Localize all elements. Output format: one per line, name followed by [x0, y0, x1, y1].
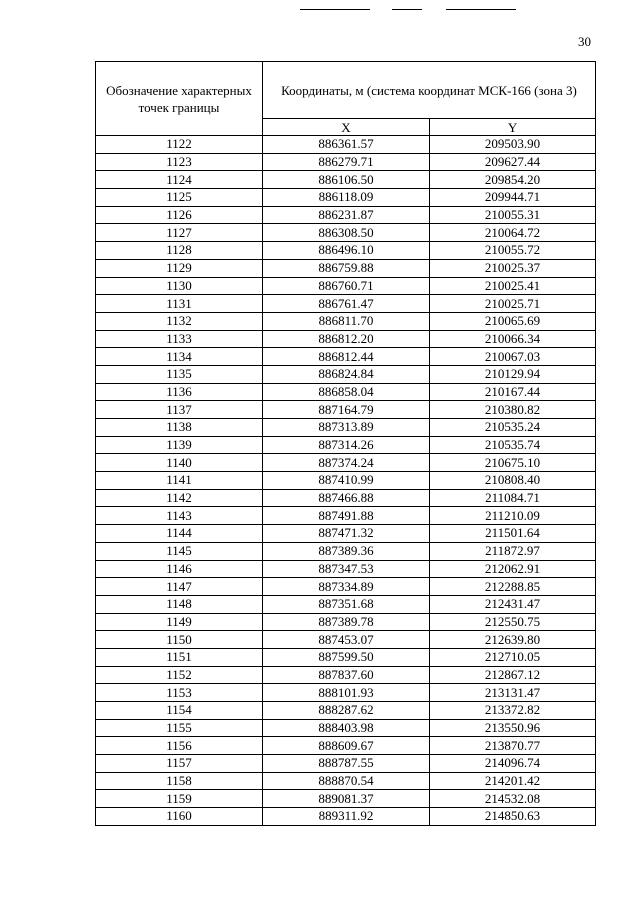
- x-coordinate-cell: 886496.10: [263, 242, 430, 260]
- table-row: [96, 136, 596, 154]
- y-coordinate-cell: 210167.44: [430, 383, 596, 401]
- x-coordinate-cell: 886760.71: [263, 277, 430, 295]
- table-row: [96, 737, 596, 755]
- table-row: [96, 171, 596, 189]
- point-id-cell: 1147: [96, 578, 263, 596]
- point-id-cell: 1131: [96, 295, 263, 313]
- table-row: [96, 365, 596, 383]
- table-row: [96, 542, 596, 560]
- table-body: [96, 136, 596, 826]
- point-id-cell: 1122: [96, 136, 263, 154]
- x-coordinate-cell: 887471.32: [263, 525, 430, 543]
- x-coordinate-cell: 888609.67: [263, 737, 430, 755]
- table-row: [96, 648, 596, 666]
- y-coordinate-cell: 211501.64: [430, 525, 596, 543]
- y-coordinate-cell: 211872.97: [430, 542, 596, 560]
- point-id-cell: 1129: [96, 259, 263, 277]
- y-coordinate-cell: 211210.09: [430, 507, 596, 525]
- header-y: Y: [430, 119, 596, 136]
- x-coordinate-cell: 887334.89: [263, 578, 430, 596]
- y-coordinate-cell: 212710.05: [430, 648, 596, 666]
- table-row: [96, 206, 596, 224]
- x-coordinate-cell: 886812.44: [263, 348, 430, 366]
- y-coordinate-cell: 210065.69: [430, 312, 596, 330]
- y-coordinate-cell: 209944.71: [430, 189, 596, 207]
- y-coordinate-cell: 209854.20: [430, 171, 596, 189]
- point-id-cell: 1125: [96, 189, 263, 207]
- table-row: [96, 560, 596, 578]
- point-id-cell: 1160: [96, 808, 263, 826]
- y-coordinate-cell: 210025.41: [430, 277, 596, 295]
- x-coordinate-cell: 887410.99: [263, 472, 430, 490]
- y-coordinate-cell: 212288.85: [430, 578, 596, 596]
- x-coordinate-cell: 887374.24: [263, 454, 430, 472]
- table-row: [96, 507, 596, 525]
- point-id-cell: 1132: [96, 312, 263, 330]
- y-coordinate-cell: 210055.31: [430, 206, 596, 224]
- point-id-cell: 1153: [96, 684, 263, 702]
- y-coordinate-cell: 212639.80: [430, 631, 596, 649]
- table-row: [96, 790, 596, 808]
- y-coordinate-cell: 212431.47: [430, 595, 596, 613]
- table-row: [96, 631, 596, 649]
- x-coordinate-cell: 888101.93: [263, 684, 430, 702]
- y-coordinate-cell: 213131.47: [430, 684, 596, 702]
- x-coordinate-cell: 886759.88: [263, 259, 430, 277]
- y-coordinate-cell: 213550.96: [430, 719, 596, 737]
- y-coordinate-cell: 214532.08: [430, 790, 596, 808]
- point-id-cell: 1134: [96, 348, 263, 366]
- x-coordinate-cell: 886361.57: [263, 136, 430, 154]
- x-coordinate-cell: 887313.89: [263, 419, 430, 437]
- coordinates-table: [95, 61, 596, 826]
- point-id-cell: 1154: [96, 702, 263, 720]
- point-id-cell: 1130: [96, 277, 263, 295]
- x-coordinate-cell: 887389.78: [263, 613, 430, 631]
- x-coordinate-cell: 886811.70: [263, 312, 430, 330]
- x-coordinate-cell: 886812.20: [263, 330, 430, 348]
- table-row: [96, 259, 596, 277]
- x-coordinate-cell: 886106.50: [263, 171, 430, 189]
- table-row: [96, 578, 596, 596]
- table-row: [96, 419, 596, 437]
- point-id-cell: 1139: [96, 436, 263, 454]
- table-row: [96, 755, 596, 773]
- header-point-designation: Обозначение характерных точек границы: [96, 62, 263, 136]
- y-coordinate-cell: 213870.77: [430, 737, 596, 755]
- point-id-cell: 1149: [96, 613, 263, 631]
- point-id-cell: 1127: [96, 224, 263, 242]
- x-coordinate-cell: 889311.92: [263, 808, 430, 826]
- x-coordinate-cell: 888403.98: [263, 719, 430, 737]
- x-coordinate-cell: 888287.62: [263, 702, 430, 720]
- y-coordinate-cell: 212062.91: [430, 560, 596, 578]
- table-row: [96, 595, 596, 613]
- table-row: [96, 772, 596, 790]
- x-coordinate-cell: 887491.88: [263, 507, 430, 525]
- point-id-cell: 1135: [96, 365, 263, 383]
- y-coordinate-cell: 210535.24: [430, 419, 596, 437]
- point-id-cell: 1138: [96, 419, 263, 437]
- y-coordinate-cell: 210025.71: [430, 295, 596, 313]
- table-row: [96, 224, 596, 242]
- point-id-cell: 1148: [96, 595, 263, 613]
- y-coordinate-cell: 211084.71: [430, 489, 596, 507]
- x-coordinate-cell: 886279.71: [263, 153, 430, 171]
- top-edge-mark-2: [392, 9, 422, 10]
- y-coordinate-cell: 213372.82: [430, 702, 596, 720]
- table-row: [96, 153, 596, 171]
- table-row: [96, 312, 596, 330]
- table-row: [96, 277, 596, 295]
- x-coordinate-cell: 887453.07: [263, 631, 430, 649]
- x-coordinate-cell: 887164.79: [263, 401, 430, 419]
- y-coordinate-cell: 214201.42: [430, 772, 596, 790]
- table-row: [96, 436, 596, 454]
- top-edge-mark-1: [300, 9, 370, 10]
- header-coordinates: Координаты, м (система координат МСК-166 (зона 3): [263, 62, 596, 119]
- table-row: [96, 808, 596, 826]
- x-coordinate-cell: 886761.47: [263, 295, 430, 313]
- table-row: [96, 613, 596, 631]
- table-row: [96, 666, 596, 684]
- table-row: [96, 454, 596, 472]
- point-id-cell: 1155: [96, 719, 263, 737]
- y-coordinate-cell: 210535.74: [430, 436, 596, 454]
- x-coordinate-cell: 886824.84: [263, 365, 430, 383]
- y-coordinate-cell: 209627.44: [430, 153, 596, 171]
- header-x: X: [263, 119, 430, 136]
- point-id-cell: 1152: [96, 666, 263, 684]
- y-coordinate-cell: 210067.03: [430, 348, 596, 366]
- y-coordinate-cell: 212550.75: [430, 613, 596, 631]
- table-row: [96, 472, 596, 490]
- y-coordinate-cell: 212867.12: [430, 666, 596, 684]
- table-row: [96, 489, 596, 507]
- point-id-cell: 1137: [96, 401, 263, 419]
- table-row: [96, 295, 596, 313]
- point-id-cell: 1126: [96, 206, 263, 224]
- y-coordinate-cell: 210675.10: [430, 454, 596, 472]
- x-coordinate-cell: 887389.36: [263, 542, 430, 560]
- x-coordinate-cell: 888870.54: [263, 772, 430, 790]
- point-id-cell: 1142: [96, 489, 263, 507]
- table-row: [96, 348, 596, 366]
- y-coordinate-cell: 210064.72: [430, 224, 596, 242]
- table-row: [96, 189, 596, 207]
- point-id-cell: 1123: [96, 153, 263, 171]
- x-coordinate-cell: 887837.60: [263, 666, 430, 684]
- point-id-cell: 1133: [96, 330, 263, 348]
- table-row: [96, 383, 596, 401]
- x-coordinate-cell: 887466.88: [263, 489, 430, 507]
- point-id-cell: 1157: [96, 755, 263, 773]
- x-coordinate-cell: 887347.53: [263, 560, 430, 578]
- table-row: [96, 525, 596, 543]
- x-coordinate-cell: 887351.68: [263, 595, 430, 613]
- point-id-cell: 1144: [96, 525, 263, 543]
- x-coordinate-cell: 888787.55: [263, 755, 430, 773]
- x-coordinate-cell: 886308.50: [263, 224, 430, 242]
- top-edge-mark-3: [446, 9, 516, 10]
- point-id-cell: 1145: [96, 542, 263, 560]
- page-number: 30: [578, 34, 591, 49]
- point-id-cell: 1150: [96, 631, 263, 649]
- x-coordinate-cell: 889081.37: [263, 790, 430, 808]
- y-coordinate-cell: 210808.40: [430, 472, 596, 490]
- y-coordinate-cell: 210129.94: [430, 365, 596, 383]
- point-id-cell: 1151: [96, 648, 263, 666]
- x-coordinate-cell: 886231.87: [263, 206, 430, 224]
- point-id-cell: 1159: [96, 790, 263, 808]
- table-row: [96, 401, 596, 419]
- y-coordinate-cell: 214850.63: [430, 808, 596, 826]
- x-coordinate-cell: 887599.50: [263, 648, 430, 666]
- table-row: [96, 684, 596, 702]
- point-id-cell: 1128: [96, 242, 263, 260]
- point-id-cell: 1158: [96, 772, 263, 790]
- x-coordinate-cell: 887314.26: [263, 436, 430, 454]
- x-coordinate-cell: 886858.04: [263, 383, 430, 401]
- y-coordinate-cell: 210066.34: [430, 330, 596, 348]
- table-row: [96, 330, 596, 348]
- y-coordinate-cell: 209503.90: [430, 136, 596, 154]
- point-id-cell: 1143: [96, 507, 263, 525]
- table-row: [96, 242, 596, 260]
- y-coordinate-cell: 210025.37: [430, 259, 596, 277]
- y-coordinate-cell: 210055.72: [430, 242, 596, 260]
- point-id-cell: 1140: [96, 454, 263, 472]
- x-coordinate-cell: 886118.09: [263, 189, 430, 207]
- y-coordinate-cell: 214096.74: [430, 755, 596, 773]
- point-id-cell: 1136: [96, 383, 263, 401]
- y-coordinate-cell: 210380.82: [430, 401, 596, 419]
- table-row: [96, 719, 596, 737]
- point-id-cell: 1141: [96, 472, 263, 490]
- table-row: [96, 702, 596, 720]
- point-id-cell: 1124: [96, 171, 263, 189]
- point-id-cell: 1146: [96, 560, 263, 578]
- point-id-cell: 1156: [96, 737, 263, 755]
